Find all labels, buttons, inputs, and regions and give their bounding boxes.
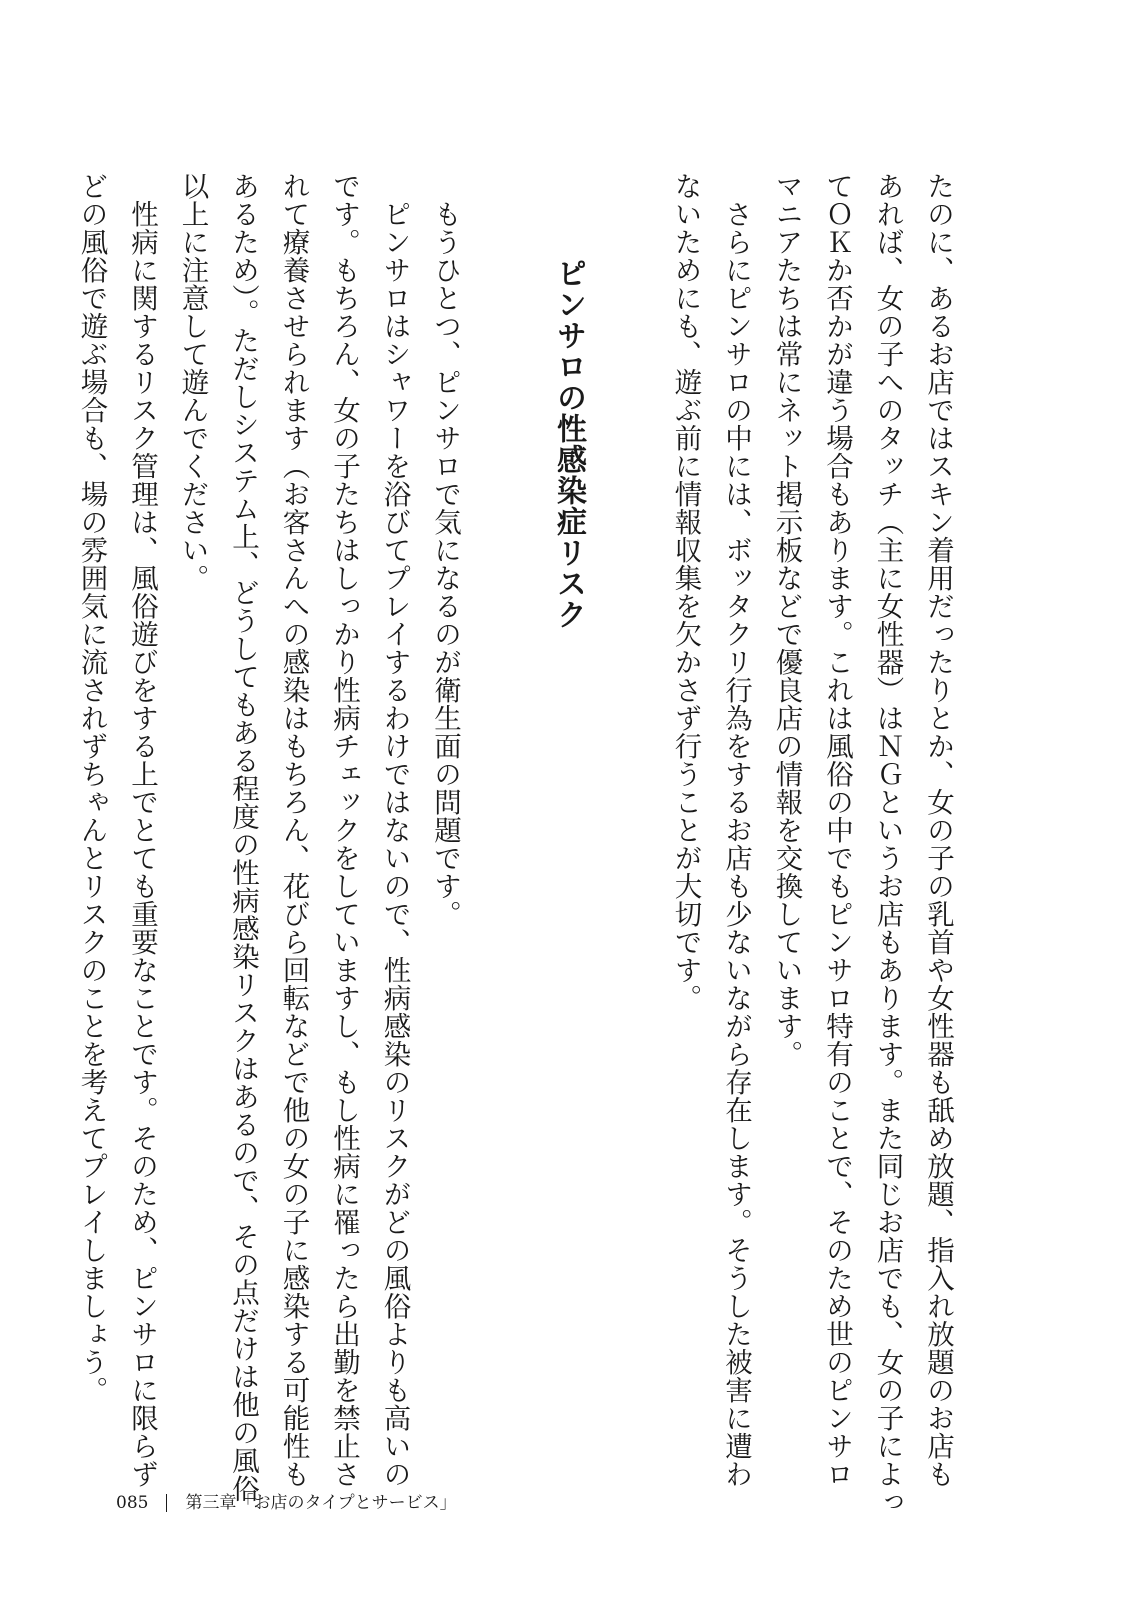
text-line: ないためにも、遊ぶ前に情報収集を欠かさず行うことが大切です。: [669, 172, 702, 1012]
text-line: どの風俗で遊ぶ場合も、場の雰囲気に流されずちゃんとリスクのことを考えてプレイしましょう。: [75, 172, 108, 1404]
text-line: あれば、女の子へのタッチ（主に女性器）はＮＧというお店もあります。また同じお店でも、女の子によっ: [871, 172, 904, 1516]
text-line: あるため）。ただしシステム上、どうしてもある程度の性病感染リスクはあるので、その点だけは他の風俗: [227, 172, 259, 1503]
text-block-upper: [669, 172, 963, 1516]
text-line: れて療養させられます（お客さんへの感染はもちろん、花びら回転などで他の女の子に感染する可能性も: [277, 172, 310, 1488]
text-line: たのに、あるお店ではスキン着用だったりとか、女の子の乳首や女性器も舐め放題、指入れ放題のお店も: [922, 172, 954, 1488]
text-line: てＯＫか否かが違う場合もあります。これは風俗の中でもピンサロ特有のことで、そのため世のピンサロ: [821, 172, 853, 1488]
footer-divider: [166, 1494, 167, 1512]
page-number: 085: [116, 1493, 149, 1513]
text-line: マニアたちは常にネット掲示板などで優良店の情報を交換しています。: [770, 172, 803, 1068]
chapter-title: 第三章「お店のタイプとサービス」: [185, 1493, 457, 1513]
text-line: ピンサロはシャワーを浴びてプレイするわけではないので、性病感染のリスクがどの風俗よりも高いの: [378, 172, 411, 1488]
text-line: さらにピンサロの中には、ボッタクリ行為をするお店も少ないながら存在します。そうした被害に遭わ: [720, 172, 752, 1488]
text-line: 以上に注意して遊んでください。: [176, 172, 209, 592]
text-line: です。もちろん、女の子たちはしっかり性病チェックをしていますし、もし性病に罹ったら出勤を禁止さ: [328, 172, 360, 1488]
section-heading: ピンサロの性感染症リスク: [551, 258, 586, 630]
page-footer: [116, 1488, 457, 1518]
text-line: 性病に関するリスク管理は、風俗遊びをする上でとても重要なことです。そのため、ピンサロに限らず: [126, 172, 158, 1488]
text-line: もうひとつ、ピンサロで気になるのが衛生面の問題です。: [429, 172, 461, 928]
